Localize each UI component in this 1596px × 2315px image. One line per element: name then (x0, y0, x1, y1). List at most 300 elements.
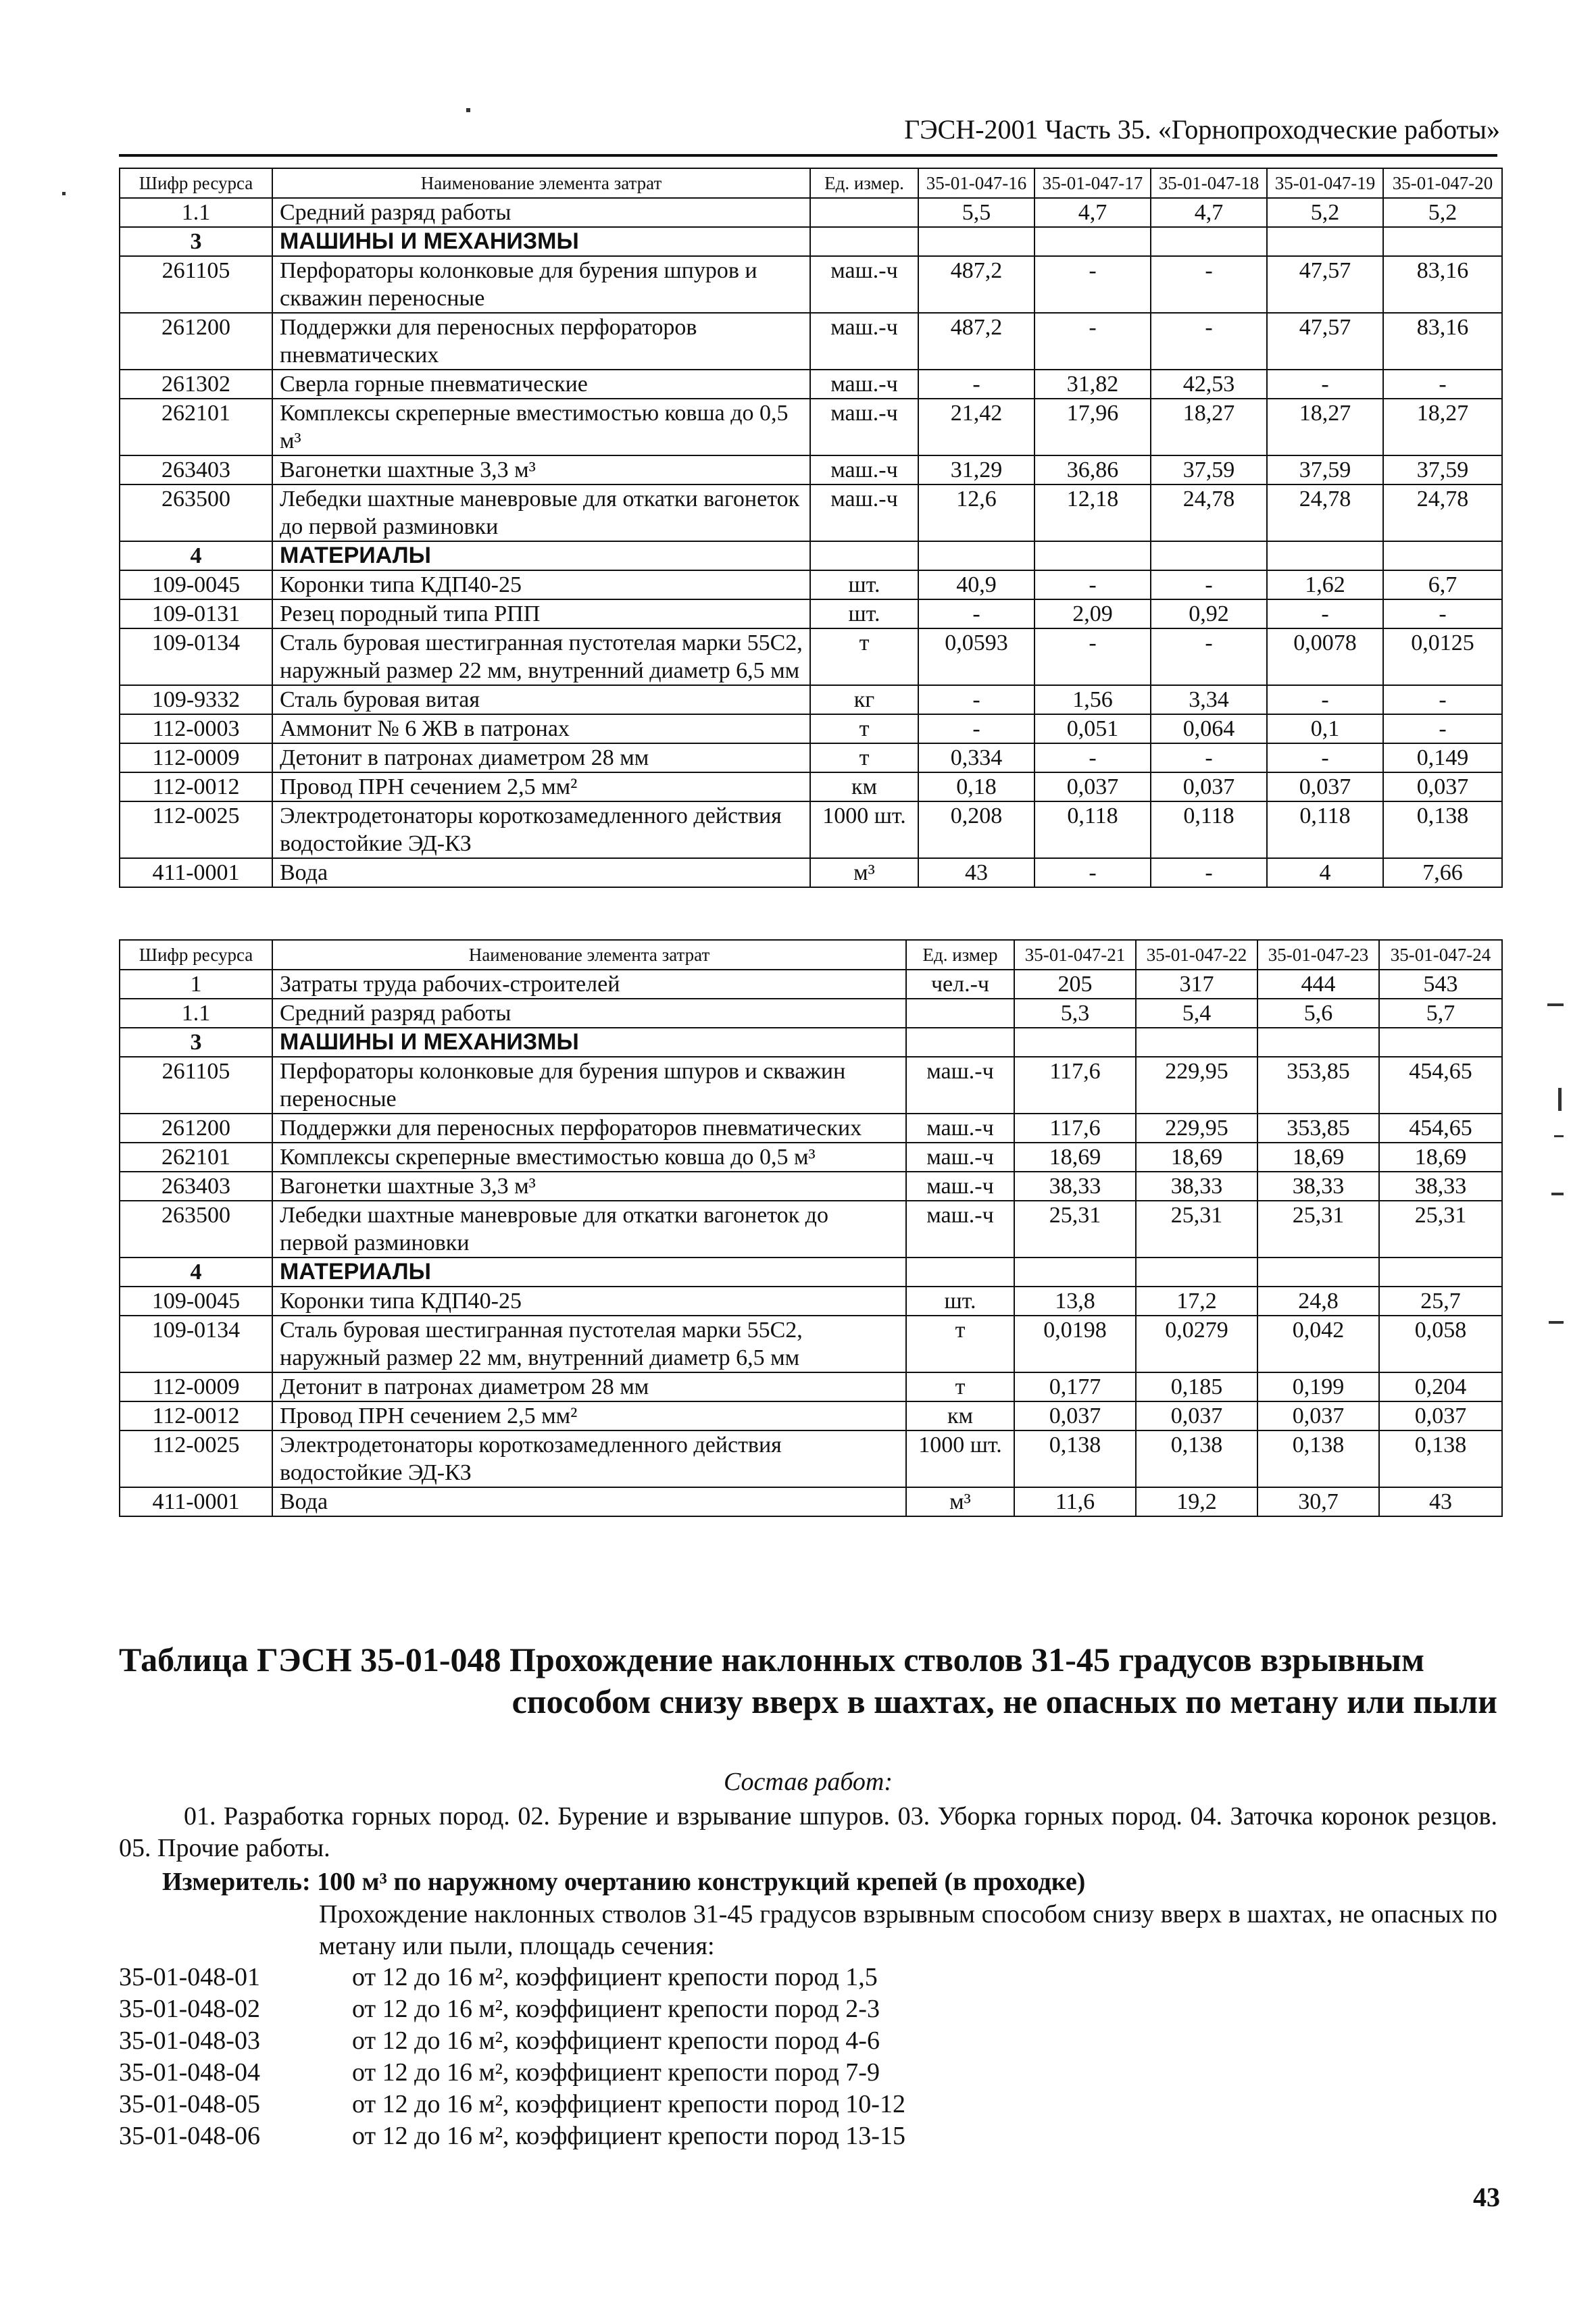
table1-cell-value: - (1383, 599, 1502, 628)
table1-cell-value: 0,0125 (1383, 628, 1502, 685)
table1-cell-code: 261200 (120, 313, 272, 370)
table1-row (120, 455, 1502, 484)
table2-cell-value (1014, 1258, 1136, 1287)
table2-cell-value (1379, 1258, 1502, 1287)
table1-cell-code: 261302 (120, 370, 272, 399)
table2-cell-value: 229,95 (1136, 1114, 1257, 1143)
table1-cell-unit: маш.-ч (810, 399, 918, 455)
table2-cell-code: 4 (120, 1258, 272, 1287)
norm-item-code: 35-01-048-03 (119, 2026, 260, 2055)
table1-row (120, 256, 1502, 313)
table1-row (120, 772, 1502, 801)
table1-cell-value: 12,18 (1034, 484, 1151, 541)
header-rule (119, 154, 1497, 157)
table2-cell-unit: м³ (906, 1487, 1014, 1516)
table2-cell-value: 353,85 (1257, 1057, 1379, 1114)
table1-cell-unit (810, 541, 918, 570)
table2-cell-value: 38,33 (1379, 1172, 1502, 1201)
section-title-line-1: Таблица ГЭСН 35-01-048 Прохождение наклонных стволов 31-45 градусов взрывным (119, 1641, 1425, 1678)
norm-item (119, 2120, 1497, 2152)
table2-cell-code: 112-0012 (120, 1401, 272, 1430)
table1-cell-name: МАШИНЫ И МЕХАНИЗМЫ (272, 227, 810, 256)
table1-cell-value: 42,53 (1151, 370, 1267, 399)
table1-cell-code: 263403 (120, 455, 272, 484)
table1-cell-value (918, 541, 1034, 570)
table2-cell-name: МАШИНЫ И МЕХАНИЗМЫ (272, 1028, 906, 1057)
scan-mark (466, 108, 470, 112)
table1-cell-name: Детонит в патронах диаметром 28 мм (272, 743, 810, 772)
table1-cell-value: 0,18 (918, 772, 1034, 801)
table1-cell-value: 0,118 (1267, 801, 1383, 858)
table1-cell-value: - (1267, 599, 1383, 628)
table1-cell-value: 4,7 (1034, 198, 1151, 227)
table2-cell-code: 263500 (120, 1201, 272, 1258)
table1-cell-value: 5,2 (1383, 198, 1502, 227)
table2-row (120, 1401, 1502, 1430)
page-number: 43 (1473, 2182, 1500, 2212)
resource-table-1 (119, 168, 1503, 888)
norm-item-code: 35-01-048-02 (119, 1995, 260, 2023)
table2-cell-unit: 1000 шт. (906, 1430, 1014, 1487)
table1-body (120, 198, 1502, 887)
table1-cell-value: - (918, 370, 1034, 399)
table1-cell-name: Сталь буровая шестигранная пустотелая марки 55С2, наружный размер 22 мм, внутренний диаметр 6,5 мм (272, 628, 810, 685)
table1-col-unit: Ед. измер. (810, 168, 918, 198)
table1-row (120, 714, 1502, 743)
norm-item-code: 35-01-048-04 (119, 2058, 260, 2087)
table2-col-norm: 35-01-047-24 (1379, 940, 1502, 970)
table1-cell-value: - (918, 685, 1034, 714)
table1-cell-value: 12,6 (918, 484, 1034, 541)
table1-cell-value: - (1034, 858, 1151, 887)
table2-cell-value: 229,95 (1136, 1057, 1257, 1114)
table1-cell-value: 5,2 (1267, 198, 1383, 227)
table2-row (120, 999, 1502, 1028)
table2-cell-value: 117,6 (1014, 1114, 1136, 1143)
table2-cell-value: 0,037 (1136, 1401, 1257, 1430)
table1-cell-name: МАТЕРИАЛЫ (272, 541, 810, 570)
table2-cell-unit: т (906, 1316, 1014, 1372)
table2-cell-name: Комплексы скреперные вместимостью ковша до 0,5 м³ (272, 1143, 906, 1172)
table2-cell-unit: маш.-ч (906, 1057, 1014, 1114)
table1-cell-unit: 1000 шт. (810, 801, 918, 858)
table2-cell-value (1379, 1028, 1502, 1057)
table2-cell-code: 263403 (120, 1172, 272, 1201)
table1-cell-value (1034, 541, 1151, 570)
table1-cell-code: 261105 (120, 256, 272, 313)
table2-cell-value: 0,199 (1257, 1372, 1379, 1401)
table1-cell-code: 109-0134 (120, 628, 272, 685)
table1-cell-unit: т (810, 628, 918, 685)
table1-cell-code: 262101 (120, 399, 272, 455)
table1-cell-unit (810, 227, 918, 256)
table1-col-norm: 35-01-047-17 (1034, 168, 1151, 198)
table2-col-norm: 35-01-047-21 (1014, 940, 1136, 970)
table1-cell-value: 18,27 (1151, 399, 1267, 455)
table1-cell-code: 112-0025 (120, 801, 272, 858)
table1-cell-value: 40,9 (918, 570, 1034, 599)
table2-cell-unit: маш.-ч (906, 1114, 1014, 1143)
table1-cell-value: 31,29 (918, 455, 1034, 484)
table1-cell-unit: маш.-ч (810, 455, 918, 484)
table2-cell-value: 25,7 (1379, 1287, 1502, 1316)
table1-cell-value: 4 (1267, 858, 1383, 887)
table1-cell-value: 487,2 (918, 313, 1034, 370)
table2-cell-code: 262101 (120, 1143, 272, 1172)
table1-cell-value: - (1383, 370, 1502, 399)
table2-cell-unit: маш.-ч (906, 1172, 1014, 1201)
table2-cell-unit: км (906, 1401, 1014, 1430)
table2-cell-value: 25,31 (1257, 1201, 1379, 1258)
norm-description: Прохождение наклонных стволов 31-45 градусов взрывным способом снизу вверх в шахтах, не опасных по метану или пыли, площадь сечения: (319, 1900, 1497, 1960)
table1-row (120, 370, 1502, 399)
table2-cell-code: 112-0025 (120, 1430, 272, 1487)
table1-cell-value: 0,1 (1267, 714, 1383, 743)
table1-cell-value: - (1151, 570, 1267, 599)
table2-cell-value: 38,33 (1257, 1172, 1379, 1201)
table1-cell-name: Электродетонаторы короткозамедленного действия водостойкие ЭД-КЗ (272, 801, 810, 858)
table2-cell-value: 38,33 (1014, 1172, 1136, 1201)
table2-cell-unit: маш.-ч (906, 1201, 1014, 1258)
table1-col-name: Наименование элемента затрат (272, 168, 810, 198)
table2-cell-value (1257, 1258, 1379, 1287)
table2-cell-unit: шт. (906, 1287, 1014, 1316)
table2-cell-value: 0,138 (1379, 1430, 1502, 1487)
table1-col-norm: 35-01-047-19 (1267, 168, 1383, 198)
table1-cell-value: 1,56 (1034, 685, 1151, 714)
table2-cell-value: 13,8 (1014, 1287, 1136, 1316)
table2-row (120, 1143, 1502, 1172)
table1-cell-value: 0,037 (1267, 772, 1383, 801)
table2-cell-name: Поддержки для переносных перфораторов пневматических (272, 1114, 906, 1143)
table2-cell-value (1014, 1028, 1136, 1057)
table1-cell-value (1034, 227, 1151, 256)
table2-row (120, 1114, 1502, 1143)
table1-cell-name: Аммонит № 6 ЖВ в патронах (272, 714, 810, 743)
table1-cell-name: Средний разряд работы (272, 198, 810, 227)
table2-cell-value (1136, 1028, 1257, 1057)
table2-row (120, 1201, 1502, 1258)
table1-cell-value: 0,051 (1034, 714, 1151, 743)
resource-table-2 (119, 939, 1503, 1517)
norm-item-code: 35-01-048-06 (119, 2122, 260, 2150)
table1-cell-unit: маш.-ч (810, 256, 918, 313)
norm-items-list (119, 1962, 1497, 2152)
scan-mark (1551, 1193, 1564, 1195)
table1-cell-value: 0,118 (1034, 801, 1151, 858)
running-header: ГЭСН-2001 Часть 35. «Горнопроходческие работы» (904, 114, 1500, 145)
table1-cell-value: 487,2 (918, 256, 1034, 313)
table1-cell-code: 112-0012 (120, 772, 272, 801)
norm-item (119, 2089, 1497, 2120)
table1-row (120, 227, 1502, 256)
table2-cell-name: Сталь буровая шестигранная пустотелая марки 55С2, наружный размер 22 мм, внутренний диаметр 6,5 мм (272, 1316, 906, 1372)
table2-cell-value: 5,4 (1136, 999, 1257, 1028)
table1-row (120, 801, 1502, 858)
table2-cell-value: 317 (1136, 970, 1257, 999)
table1-cell-value: 36,86 (1034, 455, 1151, 484)
table2-cell-code: 1.1 (120, 999, 272, 1028)
scan-mark (1549, 1321, 1564, 1324)
table1-cell-value: - (1267, 685, 1383, 714)
table1-cell-name: Комплексы скреперные вместимостью ковша до 0,5 м³ (272, 399, 810, 455)
table2-cell-value: 18,69 (1014, 1143, 1136, 1172)
scan-mark (1554, 1135, 1564, 1137)
table2-cell-name: Детонит в патронах диаметром 28 мм (272, 1372, 906, 1401)
table2-cell-name: Вода (272, 1487, 906, 1516)
table2-cell-unit: маш.-ч (906, 1143, 1014, 1172)
norm-item-text: от 12 до 16 м², коэффициент крепости пород 4-6 (352, 2026, 880, 2055)
table2-cell-unit: т (906, 1372, 1014, 1401)
table1-cell-value: - (1034, 313, 1151, 370)
table2-cell-value: 25,31 (1379, 1201, 1502, 1258)
table2-cell-value: 0,037 (1014, 1401, 1136, 1430)
table1-row (120, 743, 1502, 772)
table1-cell-value: - (1151, 313, 1267, 370)
table1-cell-code: 112-0003 (120, 714, 272, 743)
norm-item (119, 1993, 1497, 2025)
table1-cell-value: 0,208 (918, 801, 1034, 858)
table2-cell-value: 38,33 (1136, 1172, 1257, 1201)
table1-row (120, 858, 1502, 887)
table2-row (120, 1487, 1502, 1516)
table2-cell-value: 205 (1014, 970, 1136, 999)
table1-cell-value: 1,62 (1267, 570, 1383, 599)
table1-cell-unit: т (810, 714, 918, 743)
table1-cell-value (918, 227, 1034, 256)
table1-cell-unit: км (810, 772, 918, 801)
table1-cell-code: 4 (120, 541, 272, 570)
table1-cell-value: - (918, 599, 1034, 628)
table1-row (120, 399, 1502, 455)
table2-cell-value: 444 (1257, 970, 1379, 999)
table2-cell-value: 0,037 (1379, 1401, 1502, 1430)
table1-cell-value: 43 (918, 858, 1034, 887)
measure-label: Измеритель: (162, 1868, 311, 1896)
table2-cell-value: 0,037 (1257, 1401, 1379, 1430)
table1-cell-value: - (1034, 570, 1151, 599)
table1-cell-unit: маш.-ч (810, 370, 918, 399)
table1-cell-value: 3,34 (1151, 685, 1267, 714)
table2-header-row (120, 940, 1502, 970)
table1-cell-value: - (918, 714, 1034, 743)
table2-cell-name: Лебедки шахтные маневровые для откатки вагонеток до первой разминовки (272, 1201, 906, 1258)
table2-cell-value: 24,8 (1257, 1287, 1379, 1316)
norm-item-text: от 12 до 16 м², коэффициент крепости пород 1,5 (352, 1963, 878, 1991)
table1-cell-value: 47,57 (1267, 313, 1383, 370)
table1-cell-value: - (1034, 628, 1151, 685)
norm-item (119, 1962, 1497, 1993)
table1-cell-code: 411-0001 (120, 858, 272, 887)
table1-cell-value: 47,57 (1267, 256, 1383, 313)
table2-cell-value: 454,65 (1379, 1114, 1502, 1143)
table2-cell-value: 454,65 (1379, 1057, 1502, 1114)
section-title (119, 1639, 1497, 1722)
table2-cell-value: 25,31 (1136, 1201, 1257, 1258)
table1-cell-value (1383, 541, 1502, 570)
table1-cell-unit: шт. (810, 570, 918, 599)
norm-item-text: от 12 до 16 м², коэффициент крепости пород 13-15 (352, 2122, 905, 2150)
measure-value: 100 м³ по наружному очертанию конструкций крепей (в проходке) (317, 1868, 1086, 1896)
table1-cell-value: 2,09 (1034, 599, 1151, 628)
table1-row (120, 484, 1502, 541)
table2-cell-value: 0,058 (1379, 1316, 1502, 1372)
table1-cell-value: 37,59 (1151, 455, 1267, 484)
table1-cell-value: 0,0593 (918, 628, 1034, 685)
table1-cell-unit (810, 198, 918, 227)
table2-cell-value: 0,0279 (1136, 1316, 1257, 1372)
table2-col-code: Шифр ресурса (120, 940, 272, 970)
table2-cell-value: 18,69 (1136, 1143, 1257, 1172)
table2-cell-value: 0,138 (1257, 1430, 1379, 1487)
table2-cell-value: 5,7 (1379, 999, 1502, 1028)
scan-mark (1558, 1088, 1562, 1111)
table1-row (120, 541, 1502, 570)
table2-cell-unit (906, 1028, 1014, 1057)
table1-cell-unit: маш.-ч (810, 313, 918, 370)
table1-row (120, 313, 1502, 370)
table2-cell-value: 0,0198 (1014, 1316, 1136, 1372)
table2-cell-value: 0,138 (1136, 1430, 1257, 1487)
table1-cell-value: - (1151, 743, 1267, 772)
table1-cell-value (1383, 227, 1502, 256)
table1-col-norm: 35-01-047-16 (918, 168, 1034, 198)
table1-cell-name: Коронки типа КДП40-25 (272, 570, 810, 599)
table2-cell-value: 43 (1379, 1487, 1502, 1516)
table2-cell-value: 11,6 (1014, 1487, 1136, 1516)
table2-cell-name: Электродетонаторы короткозамедленного действия водостойкие ЭД-КЗ (272, 1430, 906, 1487)
table1-cell-code: 112-0009 (120, 743, 272, 772)
table1-cell-name: Резец породный типа РПП (272, 599, 810, 628)
table2-cell-value: 543 (1379, 970, 1502, 999)
table1-cell-value: - (1151, 858, 1267, 887)
table2-cell-value: 5,3 (1014, 999, 1136, 1028)
table2-cell-code: 109-0134 (120, 1316, 272, 1372)
table1-cell-value: 0,334 (918, 743, 1034, 772)
table1-cell-value: 0,118 (1151, 801, 1267, 858)
table1-cell-unit: маш.-ч (810, 484, 918, 541)
table2-cell-unit: чел.-ч (906, 970, 1014, 999)
table1-cell-name: Перфораторы колонковые для бурения шпуров и скважин переносные (272, 256, 810, 313)
table1-cell-value: 21,42 (918, 399, 1034, 455)
table1-cell-value: 18,27 (1267, 399, 1383, 455)
table2-cell-value: 0,185 (1136, 1372, 1257, 1401)
table2-col-unit: Ед. измер (906, 940, 1014, 970)
table1-cell-value: 18,27 (1383, 399, 1502, 455)
table1-header-row (120, 168, 1502, 198)
table2-cell-value: 30,7 (1257, 1487, 1379, 1516)
table2-cell-value: 0,204 (1379, 1372, 1502, 1401)
table2-cell-value: 19,2 (1136, 1487, 1257, 1516)
table2-cell-value: 0,042 (1257, 1316, 1379, 1372)
table2-cell-name: Средний разряд работы (272, 999, 906, 1028)
table1-cell-value: - (1383, 685, 1502, 714)
scan-mark (62, 192, 66, 195)
table1-cell-value: 24,78 (1267, 484, 1383, 541)
table2-cell-name: Коронки типа КДП40-25 (272, 1287, 906, 1316)
table1-cell-value: - (1267, 743, 1383, 772)
table2-row (120, 1430, 1502, 1487)
table2-cell-value: 117,6 (1014, 1057, 1136, 1114)
scan-mark (1547, 1003, 1564, 1006)
table1-cell-name: Вода (272, 858, 810, 887)
table2-cell-value: 18,69 (1257, 1143, 1379, 1172)
table1-cell-value: 83,16 (1383, 256, 1502, 313)
table2-cell-name: Затраты труда рабочих-строителей (272, 970, 906, 999)
table2-cell-code: 112-0009 (120, 1372, 272, 1401)
table1-cell-value: 4,7 (1151, 198, 1267, 227)
table1-row (120, 570, 1502, 599)
table2-cell-name: Провод ПРН сечением 2,5 мм² (272, 1401, 906, 1430)
work-composition-text: 01. Разработка горных пород. 02. Бурение и взрывание шпуров. 03. Уборка горных пород. 04. Заточка коронок резцов. 05. Прочие работы. (119, 1802, 1497, 1862)
table1-row (120, 599, 1502, 628)
table2-cell-value: 0,177 (1014, 1372, 1136, 1401)
table1-cell-code: 1.1 (120, 198, 272, 227)
table1-cell-value: 17,96 (1034, 399, 1151, 455)
table1-cell-value: 0,037 (1151, 772, 1267, 801)
table1-cell-value: 24,78 (1151, 484, 1267, 541)
table2-row (120, 1316, 1502, 1372)
table1-cell-value: 7,66 (1383, 858, 1502, 887)
table2-cell-unit (906, 999, 1014, 1028)
table1-cell-code: 109-0131 (120, 599, 272, 628)
table1-cell-value: 5,5 (918, 198, 1034, 227)
table2-cell-name: Перфораторы колонковые для бурения шпуров и скважин переносные (272, 1057, 906, 1114)
table1-col-norm: 35-01-047-20 (1383, 168, 1502, 198)
table1-cell-value (1151, 541, 1267, 570)
norm-item-code: 35-01-048-01 (119, 1963, 260, 1991)
table1-cell-value: - (1383, 714, 1502, 743)
table2-cell-code: 3 (120, 1028, 272, 1057)
table2-col-norm: 35-01-047-22 (1136, 940, 1257, 970)
table1-cell-value (1151, 227, 1267, 256)
table1-cell-value: 6,7 (1383, 570, 1502, 599)
table1-cell-name: Лебедки шахтные маневровые для откатки вагонеток до первой разминовки (272, 484, 810, 541)
norm-item-text: от 12 до 16 м², коэффициент крепости пород 7-9 (352, 2058, 880, 2087)
table1-cell-unit: м³ (810, 858, 918, 887)
table1-cell-name: Провод ПРН сечением 2,5 мм² (272, 772, 810, 801)
table1-cell-value: 83,16 (1383, 313, 1502, 370)
table1-cell-value: - (1151, 256, 1267, 313)
table2-col-name: Наименование элемента затрат (272, 940, 906, 970)
norm-item (119, 2025, 1497, 2057)
table1-cell-value (1267, 227, 1383, 256)
table2-cell-code: 1 (120, 970, 272, 999)
table1-cell-value: 0,037 (1383, 772, 1502, 801)
table1-cell-code: 109-0045 (120, 570, 272, 599)
table1-row (120, 198, 1502, 227)
table1-cell-value: 24,78 (1383, 484, 1502, 541)
table1-cell-code: 109-9332 (120, 685, 272, 714)
table2-row (120, 1258, 1502, 1287)
table2-row (120, 1372, 1502, 1401)
table2-cell-name: Вагонетки шахтные 3,3 м³ (272, 1172, 906, 1201)
table1-cell-value: 0,92 (1151, 599, 1267, 628)
table1-cell-name: Сверла горные пневматические (272, 370, 810, 399)
table2-body (120, 970, 1502, 1516)
table1-cell-unit: кг (810, 685, 918, 714)
table1-cell-value: 0,037 (1034, 772, 1151, 801)
table1-cell-code: 3 (120, 227, 272, 256)
table1-cell-value: - (1034, 743, 1151, 772)
table2-cell-value: 353,85 (1257, 1114, 1379, 1143)
norm-item-code: 35-01-048-05 (119, 2090, 260, 2118)
table2-row (120, 1057, 1502, 1114)
table1-cell-unit: шт. (810, 599, 918, 628)
norm-item (119, 2057, 1497, 2089)
table2-row (120, 1028, 1502, 1057)
table1-cell-value: 0,0078 (1267, 628, 1383, 685)
